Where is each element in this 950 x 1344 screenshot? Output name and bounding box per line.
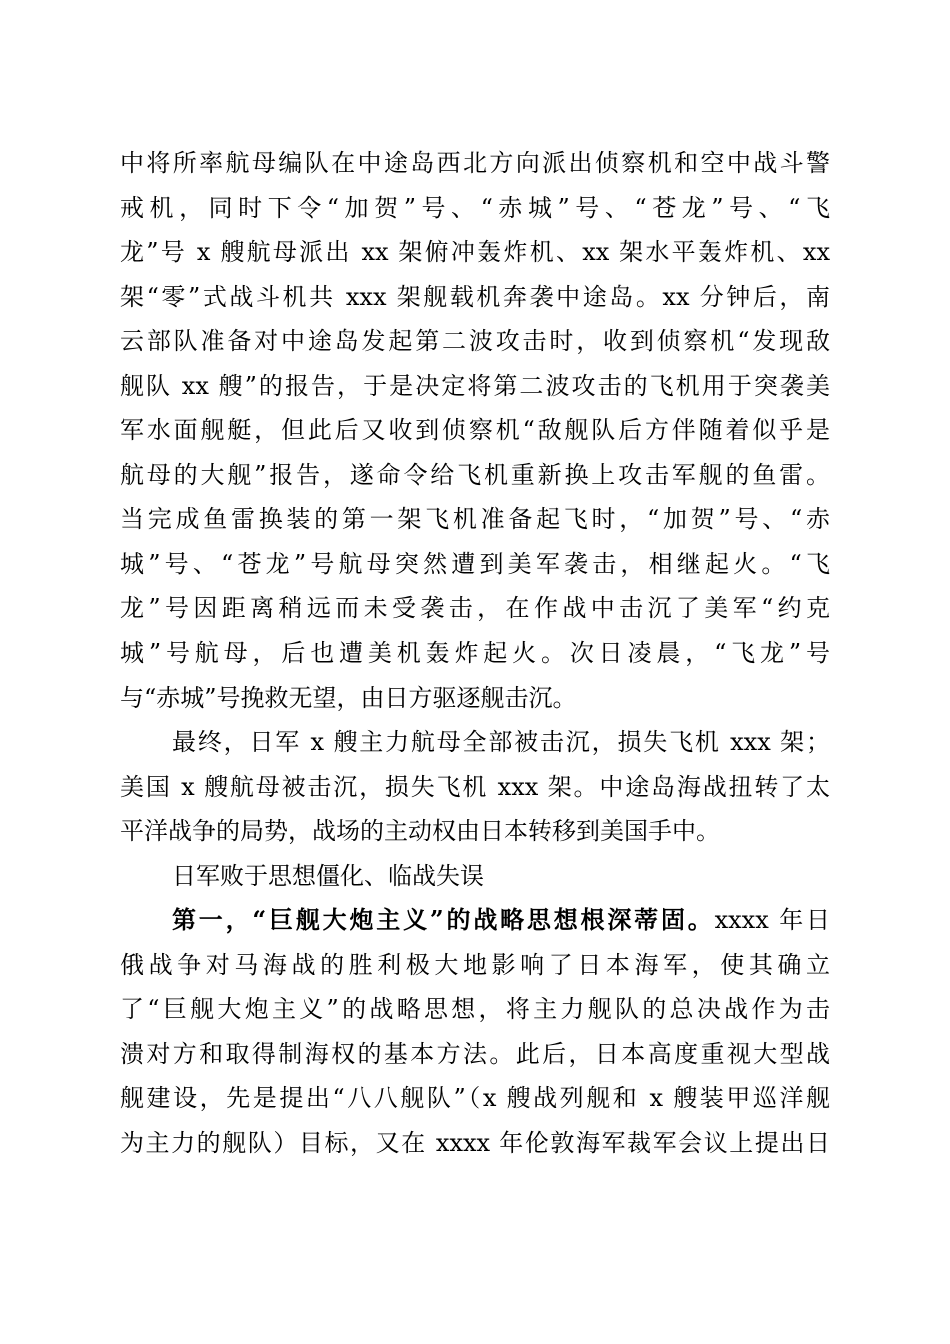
- text-line: 城”号航母，后也遭美机轰炸起火。次日凌晨，“飞龙”号: [120, 639, 830, 668]
- paragraph-lead-sentence: 第一，“巨舰大炮主义”的战略思想根深蒂固。: [172, 905, 715, 935]
- paragraph-outcome: [120, 720, 830, 854]
- text-line: 最终，日军 x 艘主力航母全部被击沉，损失飞机 xxx 架；: [172, 728, 830, 757]
- section-heading: 日军败于思想僵化、临战失误: [172, 861, 484, 890]
- text-line: 当完成鱼雷换装的第一架飞机准备起飞时，“加贺”号、“赤: [120, 505, 830, 534]
- text-line: 溃对方和取得制海权的基本方法。此后，日本高度重视大型战: [120, 1039, 830, 1068]
- text-line: 与“赤城”号挽救无望，由日方驱逐舰击沉。: [120, 683, 577, 712]
- text-line: 中将所率航母编队在中途岛西北方向派出侦察机和空中战斗警: [120, 149, 830, 177]
- text-line: 龙”号因距离稍远而未受袭击，在作战中击沉了美军“约克: [120, 594, 830, 623]
- document-body: [120, 141, 830, 1166]
- text-line: 舰队 xx 艘”的报告，于是决定将第二波攻击的飞机用于突袭美: [120, 371, 830, 400]
- text-line: 美国 x 艘航母被击沉，损失飞机 xxx 架。中途岛海战扭转了太: [120, 772, 830, 801]
- text-line: 城”号、“苍龙”号航母突然遭到美军袭击，相继起火。“飞: [120, 549, 830, 578]
- text-line: 戒机，同时下令“加贺”号、“赤城”号、“苍龙”号、“飞: [120, 193, 830, 222]
- text-line: 云部队准备对中途岛发起第二波攻击时，收到侦察机“发现敌: [120, 327, 830, 356]
- text-line-rest: xxxx 年日: [714, 906, 830, 935]
- text-line: 俄战争对马海战的胜利极大地影响了日本海军，使其确立: [120, 950, 830, 979]
- text-line: 龙”号 x 艘航母派出 xx 架俯冲轰炸机、xx 架水平轰炸机、xx: [120, 238, 830, 267]
- text-line: 了“巨舰大炮主义”的战略思想，将主力舰队的总决战作为击: [120, 995, 830, 1024]
- text-line: 航母的大舰”报告，遂命令给飞机重新换上攻击军舰的鱼雷。: [120, 460, 830, 489]
- text-line: 为主力的舰队）目标，又在 xxxx 年伦敦海军裁军会议上提出日: [120, 1129, 830, 1158]
- text-line: 军水面舰艇，但此后又收到侦察机“敌舰队后方伴随着似乎是: [120, 416, 830, 445]
- paragraph-midway-battle: [120, 141, 830, 720]
- text-line: 平洋战争的局势，战场的主动权由日本转移到美国手中。: [120, 817, 720, 846]
- paragraph-first-point: [120, 898, 830, 1165]
- text-line: 架“零”式战斗机共 xxx 架舰载机奔袭中途岛。xx 分钟后，南: [120, 282, 830, 311]
- text-line: [120, 898, 830, 943]
- text-line: 舰建设，先是提出“八八舰队”（x 艘战列舰和 x 艘装甲巡洋舰: [120, 1084, 830, 1113]
